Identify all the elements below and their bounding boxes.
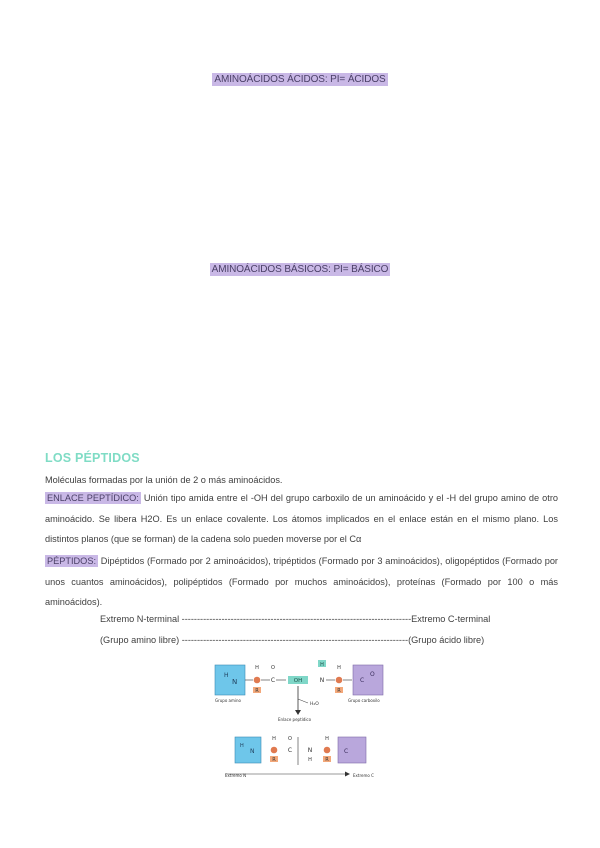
r-label-2: R (337, 688, 341, 694)
alpha-carbon-2 (336, 677, 343, 684)
r-label-1: R (255, 688, 259, 694)
heading-aminoacidos-basicos (0, 264, 600, 275)
amino-group-box (215, 665, 245, 695)
dipeptide-n-label: N (250, 748, 255, 755)
peptidos-label: PÉPTIDOS: (47, 556, 97, 566)
extremo-n-label: Extremo N (225, 773, 247, 778)
peptide-bond-diagram (210, 655, 395, 785)
dipeptide-amino-box (235, 737, 261, 763)
o-label-1: O (271, 665, 275, 671)
peptidos-text: Dipéptidos (Formado por 2 aminoácidos), tripéptidos (Formado por 3 aminoácidos), oligopéptidos (Formado por unos cuantos aminoácidos), polipéptidos (Formado por muchos aminoácidos), proteínas (Formado por 100 o más aminoácidos). (45, 556, 558, 607)
peptidos-paragraph (45, 551, 558, 613)
dipeptide-carboxyl-box (338, 737, 366, 763)
carboxyl-c-label: C (360, 677, 365, 684)
grupos-line: (Grupo amino libre) --------------------------------------------------------------------------(Grupo ácido libre) (100, 635, 485, 645)
dipeptide-alpha-carbon-2 (324, 747, 331, 754)
n-label-2: N (319, 677, 325, 684)
dipeptide-h2-label: H (308, 757, 312, 763)
extremo-c-label: Extremo C (353, 773, 374, 778)
dipeptide-h-3: H (325, 736, 329, 742)
amino-h-label: H (224, 672, 229, 679)
dipeptide-carboxyl-c: C (344, 748, 349, 755)
grupo-carboxilo-label: Grupo carboxilo (348, 698, 380, 703)
dipeptide-r-2: R (325, 757, 329, 763)
h-label-1: H (255, 665, 259, 671)
water-label: H₂O (310, 702, 319, 707)
heading-aminoacidos-acidos (0, 74, 600, 85)
heading-basicos-text: AMINOÁCIDOS BÁSICOS: PI= BÁSICO (211, 264, 389, 275)
carbonyl-c-label-1: C (270, 677, 276, 684)
section-title: LOS PÉPTIDOS (45, 451, 140, 465)
enlace-peptidico-label: ENLACE PEPTÍDICO: (47, 493, 139, 503)
enlace-peptidico-diagram-label: Enlace peptídico (278, 717, 312, 722)
enlace-peptidico-paragraph (45, 488, 558, 550)
enlace-peptidico-text: Unión tipo amida entre el -OH del grupo carboxilo de un aminoácido y el -H del grupo amino de otro aminoácido. Se libera H2O. Es un enlace covalente. Los átomos implicados en el enlace están en el mismo plano. Los distintos planos (que se forman) de la cadena solo pueden moverse por el Cα (45, 493, 558, 544)
dipeptide-c-label: C (287, 747, 293, 754)
dipeptide-n2-label: N (307, 747, 313, 754)
amino-n-label: N (232, 678, 238, 686)
dipeptide-r-1: R (272, 757, 276, 763)
carboxyl-group-box (353, 665, 383, 695)
grupo-amino-label: Grupo amino (215, 698, 241, 703)
carboxyl-o-label: O (370, 671, 375, 678)
alpha-carbon-1 (254, 677, 261, 684)
h-label-2: H (337, 665, 341, 671)
dipeptide-alpha-carbon-1 (271, 747, 278, 754)
peptidos-definition: Moléculas formadas por la unión de 2 o más aminoácidos. (45, 475, 283, 485)
oh-label: OH (293, 678, 303, 684)
h-box-label: H (320, 662, 324, 668)
dipeptide-h-label: H (240, 743, 244, 749)
dipeptide-o-label: O (288, 736, 292, 742)
dipeptide-h-1: H (272, 736, 276, 742)
extremos-line: Extremo N-terminal ---------------------------------------------------------------------------Extremo C-terminal (100, 614, 491, 624)
heading-acidos-text: AMINOÁCIDOS ÁCIDOS: PI= ÁCIDOS (214, 74, 386, 85)
